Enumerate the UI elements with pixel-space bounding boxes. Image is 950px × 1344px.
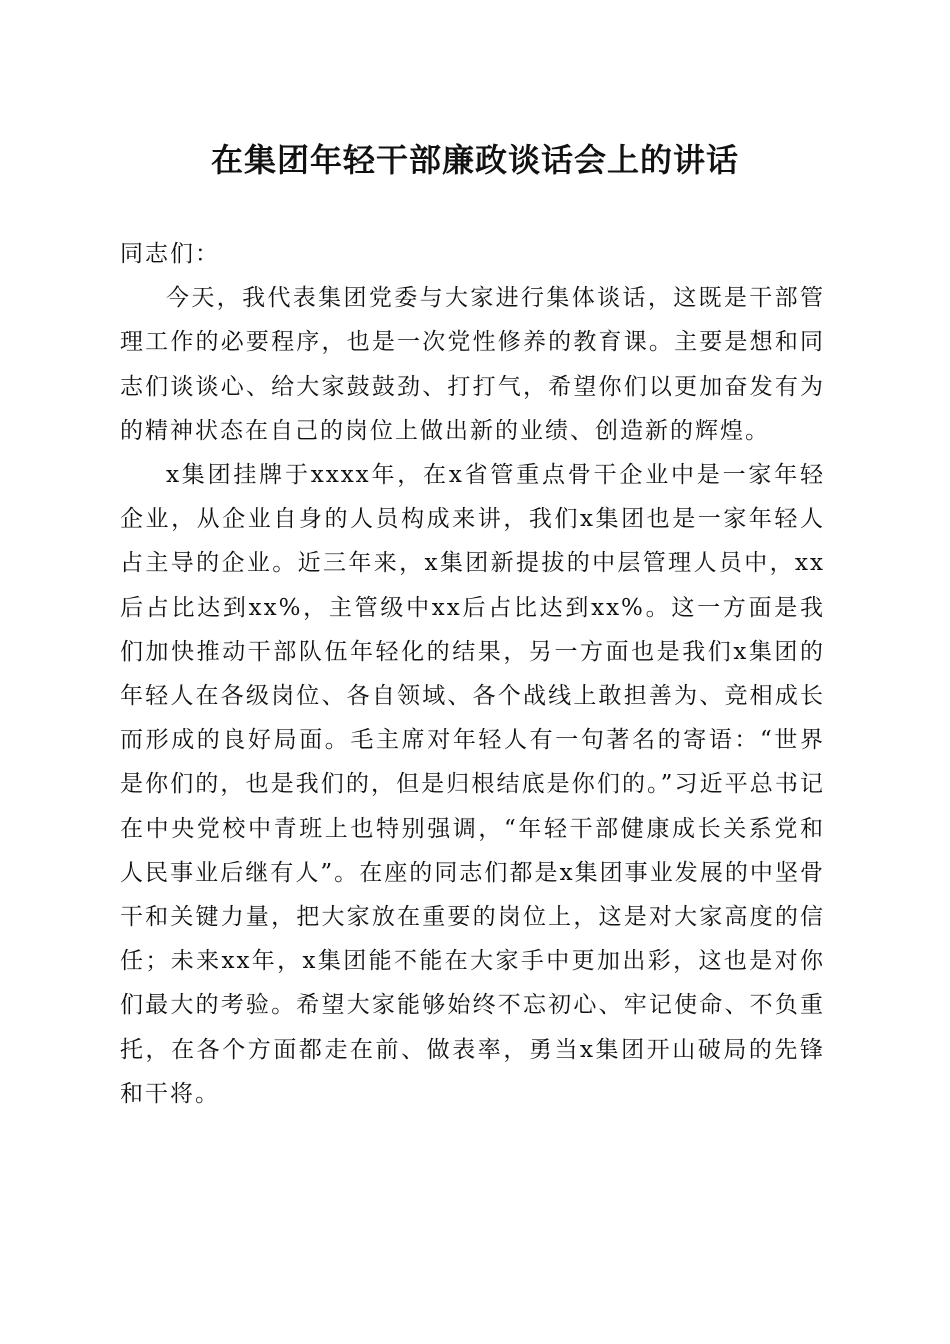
salutation: 同志们： [120, 241, 220, 267]
document-title: 在集团年轻干部廉政谈话会上的讲话 [210, 141, 739, 179]
paragraph-1: 今天，我代表集团党委与大家进行集体谈话，这既是干部管理工作的必要程序，也是一次党性修养的教育课。主要是想和同志们谈谈心、给大家鼓鼓劲、打打气，希望你们以更加奋发有为的精神状态在自己的岗位上做出新的业绩、创造新的辉煌。 [120, 285, 825, 444]
paragraph-2: x集团挂牌于xxxx年，在x省管重点骨干企业中是一家年轻企业，从企业自身的人员构成来讲，我们x集团也是一家年轻人占主导的企业。近三年来，x集团新提拔的中层管理人员中，xx后占比达到xx%，主管级中xx后占比达到xx%。这一方面是我们加快推动干部队伍年轻化的结果，另一方面也是我们x集团的年轻人在各级岗位、各自领域、各个战线上敢担善为、竞相成长而形成的良好局面。毛主席对年轻人有一句著名的寄语：“世界是你们的，也是我们的，但是归根结底是你们的。”习近平总书记在中央党校中青班上也特别强调，“年轻干部健康成长关系党和人民事业后继有人”。在座的同志们都是x集团事业发展的中坚骨干和关键力量，把大家放在重要的岗位上，这是对大家高度的信任；未来xx年，x集团能不能在大家手中更加出彩，这也是对你们最大的考验。希望大家能够始终不忘初心、牢记使命、不负重托，在各个方面都走在前、做表率，勇当x集团开山破局的先锋和干将。 [120, 462, 825, 1107]
document-body [120, 232, 825, 1116]
